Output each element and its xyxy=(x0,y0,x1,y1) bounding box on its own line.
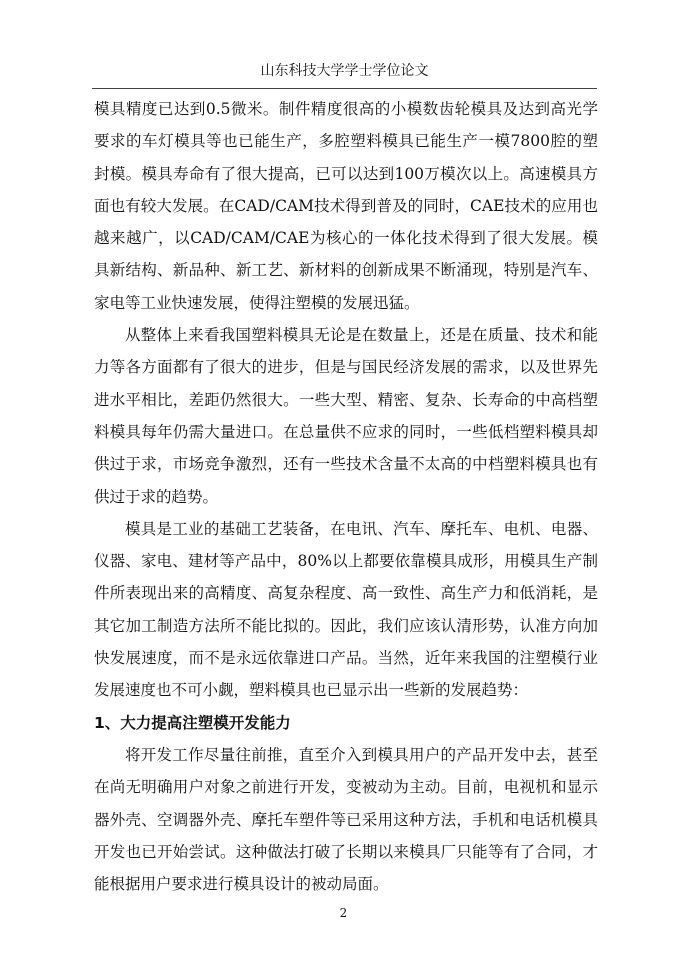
running-header: 山东科技大学学士学位论文 xyxy=(260,63,429,79)
paragraph-1: 模具精度已达到0.5微米。制件精度很高的小模数齿轮模具及达到高光学要求的车灯模具等也已能生产，多腔塑料模具已能生产一模7800腔的塑封模。模具寿命有了很大提高，已可以达到100万模次以上。高速模具方面也有较大发展。在CAD/CAM技术得到普及的同时，CAE技术的应用也越来越广，以CAD/CAM/CAE为核心的一体化技术得到了很大发展。模具新结构、新品种、新工艺、新材料的创新成果不断涌现，特别是汽车、家电等工业快速发展，使得注塑模的发展迅猛。 xyxy=(94,100,598,312)
header-rule xyxy=(92,88,597,89)
paragraph-2: 从整体上来看我国塑料模具无论是在数量上，还是在质量、技术和能力等各方面都有了很大的进步，但是与国民经济发展的需求，以及世界先进水平相比，差距仍然很大。一些大型、精密、复杂、长寿命的中高档塑料模具每年仍需大量进口。在总量供不应求的同时，一些低档塑料模具却供过于求，市场竞争激烈，还有一些技术含量不太高的中档塑料模具也有供过于求的趋势。 xyxy=(94,326,598,506)
section-paragraph: 将开发工作尽量往前推，直至介入到模具用户的产品开发中去，甚至在尚无明确用户对象之前进行开发，变被动为主动。目前，电视机和显示器外壳、空调器外壳、摩托车塑件等已采用这种方法，手机和电话机模具开发也已开始尝试。这种做法打破了长期以来模具厂只能等有了合同，才能根据用户要求进行模具设计的被动局面。 xyxy=(94,745,598,894)
paragraph-3: 模具是工业的基础工艺装备，在电讯、汽车、摩托车、电机、电器、仪器、家电、建材等产品中，80%以上都要依靠模具成形，用模具生产制件所表现出来的高精度、高复杂程度、高一致性、高生产力和低消耗，是其它加工制造方法所不能比拟的。因此，我们应该认清形势，认准方向加快发展速度，而不是永远依靠进口产品。当然，近年来我国的注塑模行业发展速度也不可小觑，塑料模具也已显示出一些新的发展趋势： xyxy=(94,519,598,700)
document-body xyxy=(94,93,598,900)
section-heading: 1、大力提高注塑模开发能力 xyxy=(94,713,291,732)
page-number: 2 xyxy=(339,906,348,920)
